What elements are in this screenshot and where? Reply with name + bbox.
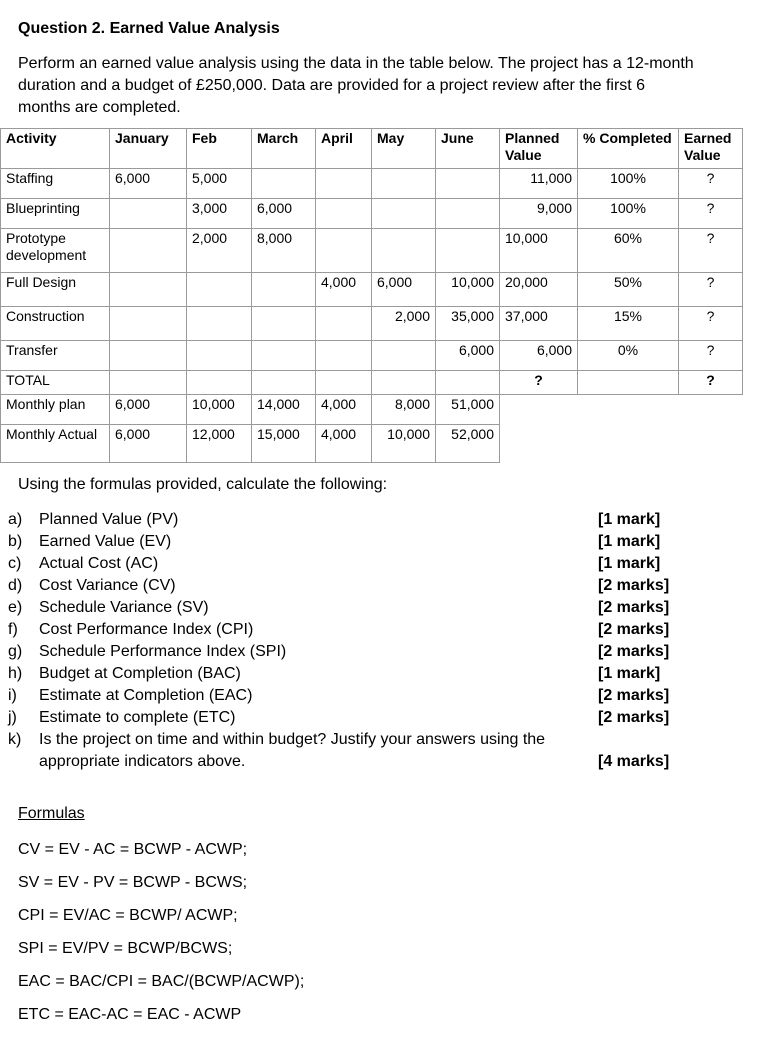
part-label: k) (8, 731, 22, 748)
question-part (8, 641, 708, 663)
monthly-plan-row (1, 395, 743, 425)
cell-earned-value: ? (679, 199, 743, 229)
part-marks: [1 mark] (598, 665, 661, 682)
cell-march (252, 169, 316, 199)
cell-april (316, 199, 372, 229)
cell-march (252, 307, 316, 341)
cell-activity: Prototype development (1, 229, 110, 273)
cell-earned-value: ? (679, 341, 743, 371)
total-planned-value: ? (500, 371, 578, 395)
part-text: Cost Performance Index (CPI) (39, 621, 254, 638)
cell-may (372, 341, 436, 371)
cell-earned-value: ? (679, 307, 743, 341)
cell-earned-value: ? (679, 273, 743, 307)
cell-earned-value: ? (679, 229, 743, 273)
part-text: Budget at Completion (BAC) (39, 665, 241, 682)
cell-feb (187, 273, 252, 307)
header-january: January (110, 129, 187, 169)
part-text: Is the project on time and within budget? Justify your answers using the appropriate indicators above. (39, 731, 546, 770)
cell-january (110, 199, 187, 229)
cell-planned-value: 9,000 (500, 199, 578, 229)
cell-planned-value: 37,000 (500, 307, 578, 341)
cell-june (436, 199, 500, 229)
monthly-actual-march: 15,000 (252, 425, 316, 463)
question-part (8, 729, 708, 773)
header-june: June (436, 129, 500, 169)
part-text: Estimate to complete (ETC) (39, 709, 236, 726)
cell-percent-completed: 60% (578, 229, 679, 273)
cell-june (436, 229, 500, 273)
cell-april (316, 229, 372, 273)
cell-june: 6,000 (436, 341, 500, 371)
question-part (8, 553, 708, 575)
monthly-actual-may: 10,000 (372, 425, 436, 463)
monthly-plan-label: Monthly plan (1, 395, 110, 425)
monthly-plan-june: 51,000 (436, 395, 500, 425)
cell-may (372, 199, 436, 229)
cell-feb (187, 341, 252, 371)
part-text: Actual Cost (AC) (39, 555, 159, 572)
part-marks: [1 mark] (598, 533, 661, 550)
part-label: f) (8, 621, 18, 638)
monthly-plan-april: 4,000 (316, 395, 372, 425)
cell-percent-completed: 50% (578, 273, 679, 307)
cell-march (252, 273, 316, 307)
monthly-actual-row (1, 425, 743, 463)
question-part (8, 509, 708, 531)
formula-line: SPI = EV/PV = BCWP/BCWS; (18, 940, 233, 957)
part-text: Estimate at Completion (EAC) (39, 687, 253, 704)
cell-march (252, 341, 316, 371)
part-marks: [2 marks] (598, 577, 670, 594)
monthly-plan-january: 6,000 (110, 395, 187, 425)
cell-activity: Staffing (1, 169, 110, 199)
question-part (8, 663, 708, 685)
cell-planned-value: 20,000 (500, 273, 578, 307)
part-marks: [2 marks] (598, 599, 670, 616)
cell-activity: Transfer (1, 341, 110, 371)
question-part (8, 597, 708, 619)
table-row (1, 341, 743, 371)
question-title: Question 2. Earned Value Analysis (18, 20, 280, 37)
part-label: a) (8, 511, 23, 528)
cell-feb: 3,000 (187, 199, 252, 229)
header-earned-value: Earned Value (679, 129, 743, 169)
cell-april (316, 341, 372, 371)
cell-feb: 5,000 (187, 169, 252, 199)
cell-april (316, 169, 372, 199)
monthly-actual-label: Monthly Actual (1, 425, 110, 463)
question-part (8, 575, 708, 597)
question-part (8, 685, 708, 707)
cell-feb (187, 307, 252, 341)
part-label: i) (8, 687, 17, 704)
formula-line: CPI = EV/AC = BCWP/ ACWP; (18, 907, 238, 924)
cell-march: 8,000 (252, 229, 316, 273)
cell-activity: Full Design (1, 273, 110, 307)
cell-january (110, 273, 187, 307)
monthly-actual-april: 4,000 (316, 425, 372, 463)
cell-april (316, 307, 372, 341)
cell-january (110, 229, 187, 273)
formula-line: SV = EV - PV = BCWP - BCWS; (18, 874, 248, 891)
question-part (8, 531, 708, 553)
part-marks: [2 marks] (598, 643, 670, 660)
header-feb: Feb (187, 129, 252, 169)
total-earned-value: ? (679, 371, 743, 395)
question-parts (8, 509, 708, 773)
monthly-plan-march: 14,000 (252, 395, 316, 425)
table-row (1, 307, 743, 341)
header-april: April (316, 129, 372, 169)
monthly-plan-may: 8,000 (372, 395, 436, 425)
part-marks: [2 marks] (598, 709, 670, 726)
header-march: March (252, 129, 316, 169)
monthly-actual-june: 52,000 (436, 425, 500, 463)
formulas-title: Formulas (18, 805, 85, 822)
formula-line: ETC = EAC-AC = EAC - ACWP (18, 1006, 242, 1023)
part-text: Schedule Variance (SV) (39, 599, 209, 616)
table-row (1, 199, 743, 229)
part-label: j) (8, 709, 17, 726)
cell-planned-value: 11,000 (500, 169, 578, 199)
part-text: Cost Variance (CV) (39, 577, 176, 594)
monthly-actual-january: 6,000 (110, 425, 187, 463)
part-marks: [2 marks] (598, 687, 670, 704)
part-label: e) (8, 599, 23, 616)
cell-may (372, 229, 436, 273)
header-planned-value: Planned Value (500, 129, 578, 169)
cell-january (110, 307, 187, 341)
question-part (8, 707, 708, 729)
table-row (1, 229, 743, 273)
cell-may (372, 169, 436, 199)
part-label: c) (8, 555, 22, 572)
part-label: d) (8, 577, 23, 594)
table-row (1, 273, 743, 307)
part-marks: [2 marks] (598, 621, 670, 638)
intro-paragraph: Perform an earned value analysis using the data in the table below. The project has a 12-month duration and a budget of £250,000. Data are provided for a project review after the first 6 months are completed. (18, 55, 694, 116)
table-header-row (1, 129, 743, 169)
part-marks: [1 mark] (598, 555, 661, 572)
cell-january (110, 341, 187, 371)
cell-june: 10,000 (436, 273, 500, 307)
cell-may: 6,000 (372, 273, 436, 307)
part-label: g) (8, 643, 23, 660)
cell-activity: Construction (1, 307, 110, 341)
cell-planned-value: 10,000 (500, 229, 578, 273)
part-text: Planned Value (PV) (39, 511, 179, 528)
header-may: May (372, 129, 436, 169)
monthly-plan-feb: 10,000 (187, 395, 252, 425)
part-label: b) (8, 533, 23, 550)
total-row (1, 371, 743, 395)
formula-line: EAC = BAC/CPI = BAC/(BCWP/ACWP); (18, 973, 305, 990)
total-label: TOTAL (1, 371, 110, 395)
cell-june (436, 169, 500, 199)
header-percent-completed: % Completed (578, 129, 679, 169)
cell-planned-value: 6,000 (500, 341, 578, 371)
cell-percent-completed: 15% (578, 307, 679, 341)
cell-feb: 2,000 (187, 229, 252, 273)
cell-january: 6,000 (110, 169, 187, 199)
cell-earned-value: ? (679, 169, 743, 199)
question-part (8, 619, 708, 641)
cell-june: 35,000 (436, 307, 500, 341)
cell-activity: Blueprinting (1, 199, 110, 229)
instructions: Using the formulas provided, calculate the following: (18, 476, 388, 493)
cell-march: 6,000 (252, 199, 316, 229)
part-label: h) (8, 665, 23, 682)
cell-percent-completed: 0% (578, 341, 679, 371)
part-text: Schedule Performance Index (SPI) (39, 643, 287, 660)
cell-percent-completed: 100% (578, 199, 679, 229)
earned-value-table (0, 128, 743, 463)
formulas-section (18, 803, 304, 1037)
cell-percent-completed: 100% (578, 169, 679, 199)
formula-line: CV = EV - AC = BCWP - ACWP; (18, 841, 248, 858)
cell-may: 2,000 (372, 307, 436, 341)
part-text: Earned Value (EV) (39, 533, 172, 550)
header-activity: Activity (1, 129, 110, 169)
cell-april: 4,000 (316, 273, 372, 307)
monthly-actual-feb: 12,000 (187, 425, 252, 463)
part-marks: [1 mark] (598, 511, 661, 528)
table-row (1, 169, 743, 199)
part-marks: [4 marks] (598, 753, 670, 770)
